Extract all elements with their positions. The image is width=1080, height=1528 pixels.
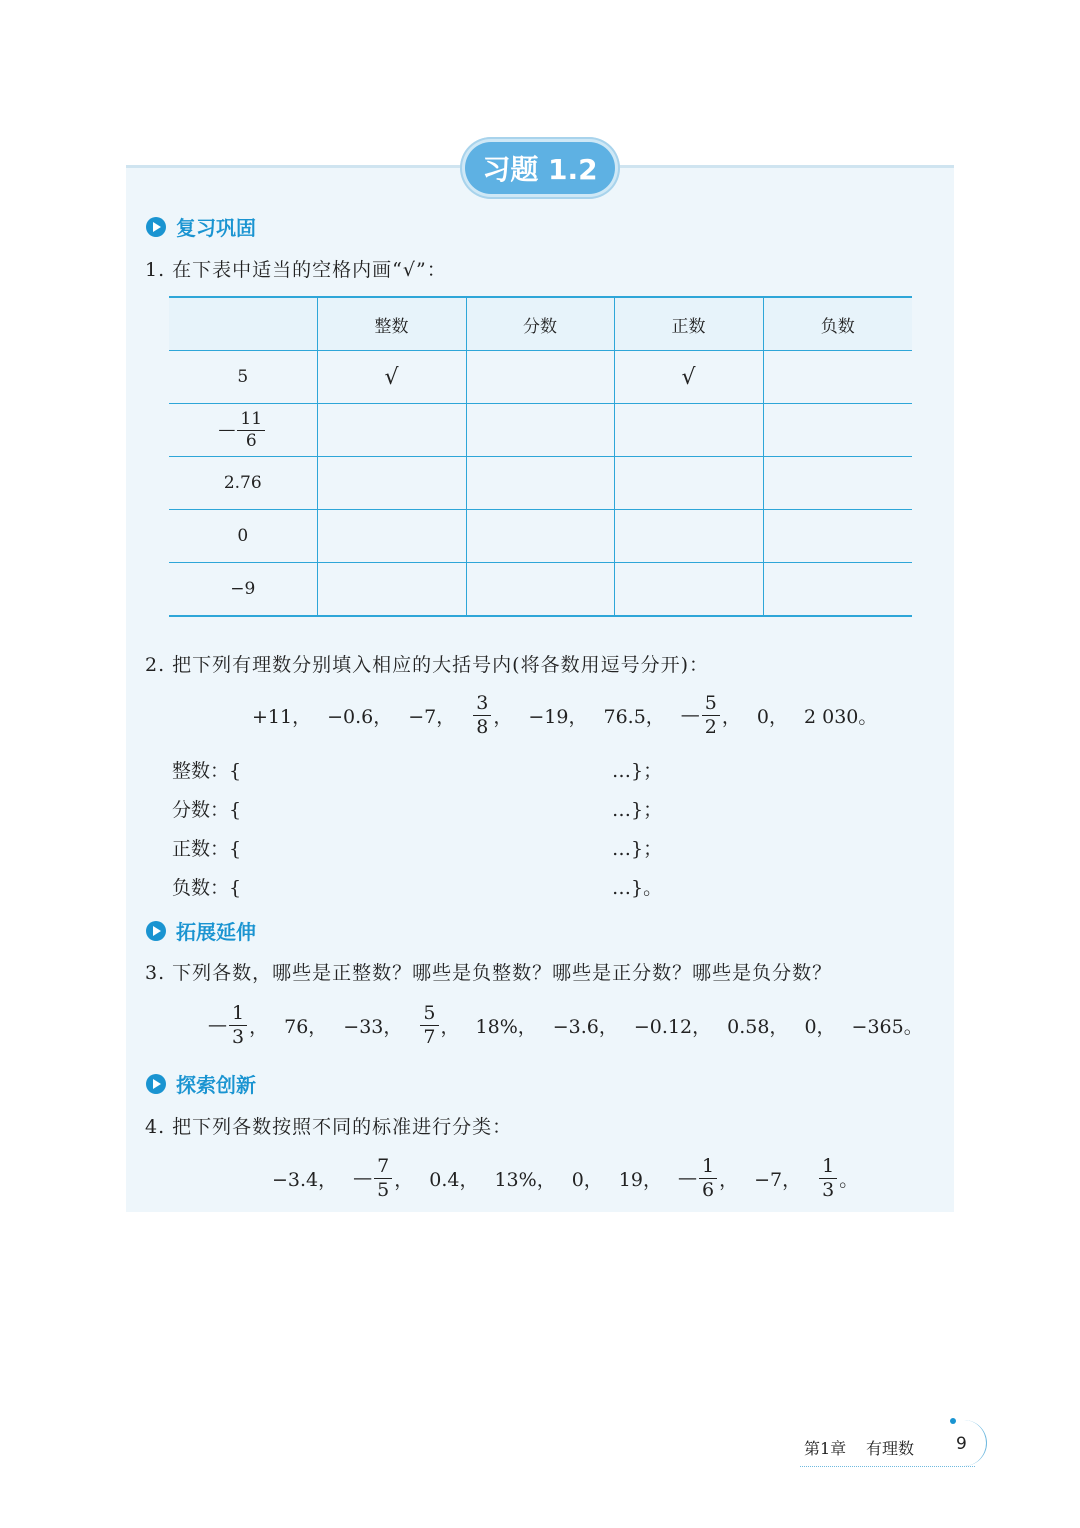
- section-explore-label: 探索创新: [176, 1073, 256, 1097]
- table-header-cell: [169, 297, 317, 351]
- denominator: 6: [701, 1178, 715, 1201]
- number-item: [680, 691, 741, 738]
- number-item: +11，: [252, 705, 312, 728]
- number-item: [418, 1001, 460, 1048]
- table-header-cell: 正数: [614, 297, 763, 351]
- numerator: 1: [819, 1157, 837, 1179]
- numerator: 1: [699, 1157, 717, 1179]
- row-number: [169, 404, 317, 457]
- page-number: 9: [956, 1434, 967, 1454]
- question-4: 4. 把下列各数按照不同的标准进行分类：: [145, 1116, 513, 1138]
- exercise-title-badge: [460, 137, 620, 199]
- number-item: [677, 1154, 739, 1201]
- class-label: 整数：{: [172, 760, 242, 782]
- fraction: [699, 1154, 717, 1201]
- section-explore: [146, 1069, 256, 1098]
- check-cell[interactable]: [466, 404, 614, 457]
- numerator: 5: [702, 694, 720, 716]
- table-row: [169, 563, 912, 617]
- number-item: −0.6，: [327, 705, 393, 728]
- check-cell[interactable]: [317, 351, 466, 404]
- number-item: −365。: [851, 1015, 923, 1038]
- denominator: 6: [245, 430, 257, 451]
- class-line-integer: [172, 756, 663, 783]
- number-item: 0，: [756, 705, 788, 728]
- class-label: 正数：{: [172, 838, 242, 860]
- table-header-cell: 负数: [763, 297, 912, 351]
- number-item: 18%，: [475, 1015, 537, 1038]
- check-cell[interactable]: [466, 351, 614, 404]
- page-footer: [800, 1432, 975, 1467]
- numerator: 11: [237, 411, 265, 431]
- class-line-fraction: [172, 795, 663, 822]
- chapter-title: 有理数: [866, 1439, 915, 1458]
- denominator: 5: [377, 1178, 390, 1201]
- check-cell[interactable]: [614, 563, 763, 617]
- number-item: −0.12，: [633, 1015, 712, 1038]
- number-item: 13%，: [494, 1168, 556, 1191]
- classification-table: [169, 296, 912, 617]
- play-icon: [146, 217, 166, 237]
- table-header-cell: 分数: [466, 297, 614, 351]
- number-item: [471, 691, 513, 738]
- table-row: [169, 351, 912, 404]
- check-cell[interactable]: [763, 351, 912, 404]
- exercise-title: 习题 1.2: [465, 142, 615, 194]
- fraction: [237, 408, 265, 451]
- numerator: 7: [374, 1157, 392, 1179]
- table-header-cell: 整数: [317, 297, 466, 351]
- number-item: 0.58，: [727, 1015, 789, 1038]
- class-end: …}；: [612, 799, 663, 821]
- class-end: …}；: [612, 760, 663, 782]
- minus-sign: —: [677, 1167, 697, 1189]
- number-item: −33，: [343, 1015, 403, 1038]
- number-item: 0，: [804, 1015, 836, 1038]
- denominator: 3: [822, 1178, 835, 1201]
- fraction: [702, 691, 720, 738]
- question-1: 1. 在下表中适当的空格内画“√”：: [145, 259, 447, 281]
- denominator: 3: [232, 1025, 245, 1048]
- fraction: [420, 1001, 438, 1048]
- number-item: [817, 1154, 859, 1201]
- table-header-row: [169, 297, 912, 351]
- number-item: 0.4，: [429, 1168, 479, 1191]
- separator: ，: [493, 705, 513, 728]
- check-cell[interactable]: [614, 351, 763, 404]
- check-cell[interactable]: [317, 404, 466, 457]
- table-row: [169, 404, 912, 457]
- section-review-label: 复习巩固: [176, 216, 256, 240]
- row-number: 2.76: [169, 457, 317, 510]
- table-row: [169, 510, 912, 563]
- separator: ，: [719, 1168, 739, 1191]
- numerator: 5: [420, 1004, 438, 1026]
- check-cell[interactable]: [763, 457, 912, 510]
- check-cell[interactable]: [763, 404, 912, 457]
- row-number: 5: [169, 351, 317, 404]
- number-item: −3.4，: [272, 1168, 338, 1191]
- fraction: [374, 1154, 392, 1201]
- number-item: −7，: [408, 705, 456, 728]
- number-list-q3: [208, 1000, 923, 1050]
- check-mark: √: [681, 364, 696, 390]
- minus-sign: —: [680, 704, 700, 726]
- table-row: [169, 457, 912, 510]
- fraction: [473, 691, 491, 738]
- number-list-q2: [252, 690, 877, 740]
- numerator: 3: [473, 694, 491, 716]
- number-item: 76，: [284, 1015, 328, 1038]
- row-number: −9: [169, 563, 317, 617]
- separator: ，: [440, 1015, 460, 1038]
- check-cell[interactable]: [317, 510, 466, 563]
- number-item: 0，: [571, 1168, 603, 1191]
- number-list-q4: [272, 1153, 858, 1203]
- check-cell[interactable]: [317, 457, 466, 510]
- check-mark: √: [384, 364, 399, 390]
- row-number: 0: [169, 510, 317, 563]
- number-item: 76.5，: [603, 705, 665, 728]
- separator: ，: [721, 705, 741, 728]
- check-cell[interactable]: [763, 563, 912, 617]
- denominator: 8: [476, 715, 489, 738]
- minus-sign: —: [218, 419, 236, 440]
- play-icon: [146, 1074, 166, 1094]
- check-cell[interactable]: [614, 404, 763, 457]
- section-extend: [146, 916, 256, 945]
- question-3: 3. 下列各数，哪些是正整数？哪些是负整数？哪些是正分数？哪些是负分数？: [145, 962, 833, 984]
- check-cell[interactable]: [466, 510, 614, 563]
- question-2: 2. 把下列有理数分别填入相应的大括号内(将各数用逗号分开)：: [145, 654, 709, 676]
- chapter-number: 第1章: [804, 1439, 847, 1458]
- check-cell[interactable]: [614, 457, 763, 510]
- number-item: −7，: [754, 1168, 802, 1191]
- check-cell[interactable]: [614, 510, 763, 563]
- minus-sign: —: [208, 1014, 227, 1036]
- class-label: 分数：{: [172, 799, 242, 821]
- number-item: −19，: [528, 705, 588, 728]
- section-extend-label: 拓展延伸: [176, 920, 256, 944]
- numerator: 1: [229, 1004, 247, 1026]
- check-cell[interactable]: [317, 563, 466, 617]
- number-item: 19，: [618, 1168, 662, 1191]
- separator: ，: [249, 1015, 269, 1038]
- fraction: [819, 1154, 837, 1201]
- number-item: [353, 1154, 414, 1201]
- class-line-negative: [172, 873, 663, 900]
- check-cell[interactable]: [466, 563, 614, 617]
- check-cell[interactable]: [763, 510, 912, 563]
- number-item: 2 030。: [804, 705, 878, 728]
- class-line-positive: [172, 834, 663, 861]
- denominator: 2: [704, 715, 717, 738]
- fraction: [229, 1001, 247, 1048]
- separator: 。: [839, 1168, 859, 1191]
- check-cell[interactable]: [466, 457, 614, 510]
- number-item: −3.6，: [552, 1015, 618, 1038]
- minus-sign: —: [353, 1167, 373, 1189]
- class-label: 负数：{: [172, 877, 242, 899]
- denominator: 7: [423, 1025, 436, 1048]
- play-icon: [146, 921, 166, 941]
- class-end: …}。: [612, 877, 663, 899]
- section-review: [146, 212, 256, 241]
- separator: ，: [394, 1168, 414, 1191]
- class-end: …}；: [612, 838, 663, 860]
- number-item: [208, 1001, 269, 1048]
